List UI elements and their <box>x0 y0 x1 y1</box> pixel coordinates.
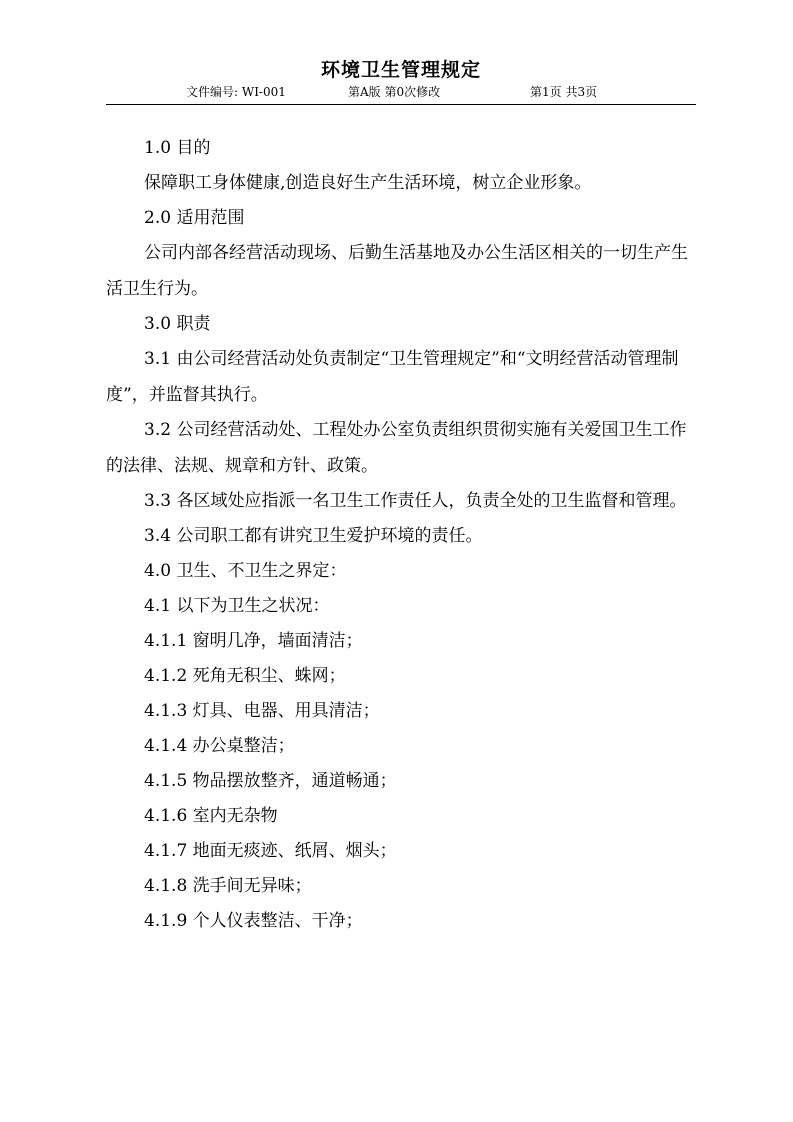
list-item: 4.1.5 物品摆放整齐，通道畅通； <box>144 771 397 791</box>
paragraph: 公司内部各经营活动现场、后勤生活基地及办公生活区相关的一切生产生活卫生行为。 <box>106 243 688 299</box>
document-number: 文件编号: WI-001 <box>186 85 286 99</box>
document-body <box>106 136 696 944</box>
document-version: 第A版 第0次修改 <box>348 85 441 99</box>
list-item: 4.1.9 个人仪表整洁、干净； <box>144 911 363 931</box>
paragraph: 3.1 由公司经营活动处负责制定“卫生管理规定”和“文明经营活动管理制度”，并监督其执行。 <box>106 349 679 405</box>
list-item: 4.1.8 洗手间无异味； <box>144 876 312 896</box>
list-item: 4.1.1 窗明几净，墙面清洁； <box>144 631 363 651</box>
section-heading: 3.0 职责 <box>144 314 211 334</box>
list-item: 4.1.6 室内无杂物 <box>144 806 278 826</box>
page-indicator: 第1页 共3页 <box>530 85 598 99</box>
document-header <box>106 56 696 105</box>
section-heading: 1.0 目的 <box>144 138 211 158</box>
paragraph: 3.3 各区域处应指派一名卫生工作责任人，负责全处的卫生监督和管理。 <box>144 491 687 511</box>
list-item: 4.1.3 灯具、电器、用具清洁； <box>144 701 380 721</box>
paragraph: 3.4 公司职工都有讲究卫生爱护环境的责任。 <box>144 526 483 546</box>
section-heading: 4.0 卫生、不卫生之界定： <box>144 561 347 581</box>
paragraph: 3.2 公司经营活动处、工程处办公室负责组织贯彻实施有关爱国卫生工作的法律、法规、规章和方针、政策。 <box>106 420 687 476</box>
list-item: 4.1.4 办公桌整洁； <box>144 736 295 756</box>
document-title: 环境卫生管理规定 <box>320 59 481 81</box>
list-item: 4.1.2 死角无积尘、蛛网； <box>144 666 346 686</box>
paragraph: 保障职工身体健康,创造良好生产生活环境，树立企业形象。 <box>144 173 592 193</box>
list-item: 4.1.7 地面无痰迹、纸屑、烟头； <box>144 841 397 861</box>
section-heading: 2.0 适用范围 <box>144 208 245 228</box>
paragraph: 4.1 以下为卫生之状况： <box>144 596 330 616</box>
